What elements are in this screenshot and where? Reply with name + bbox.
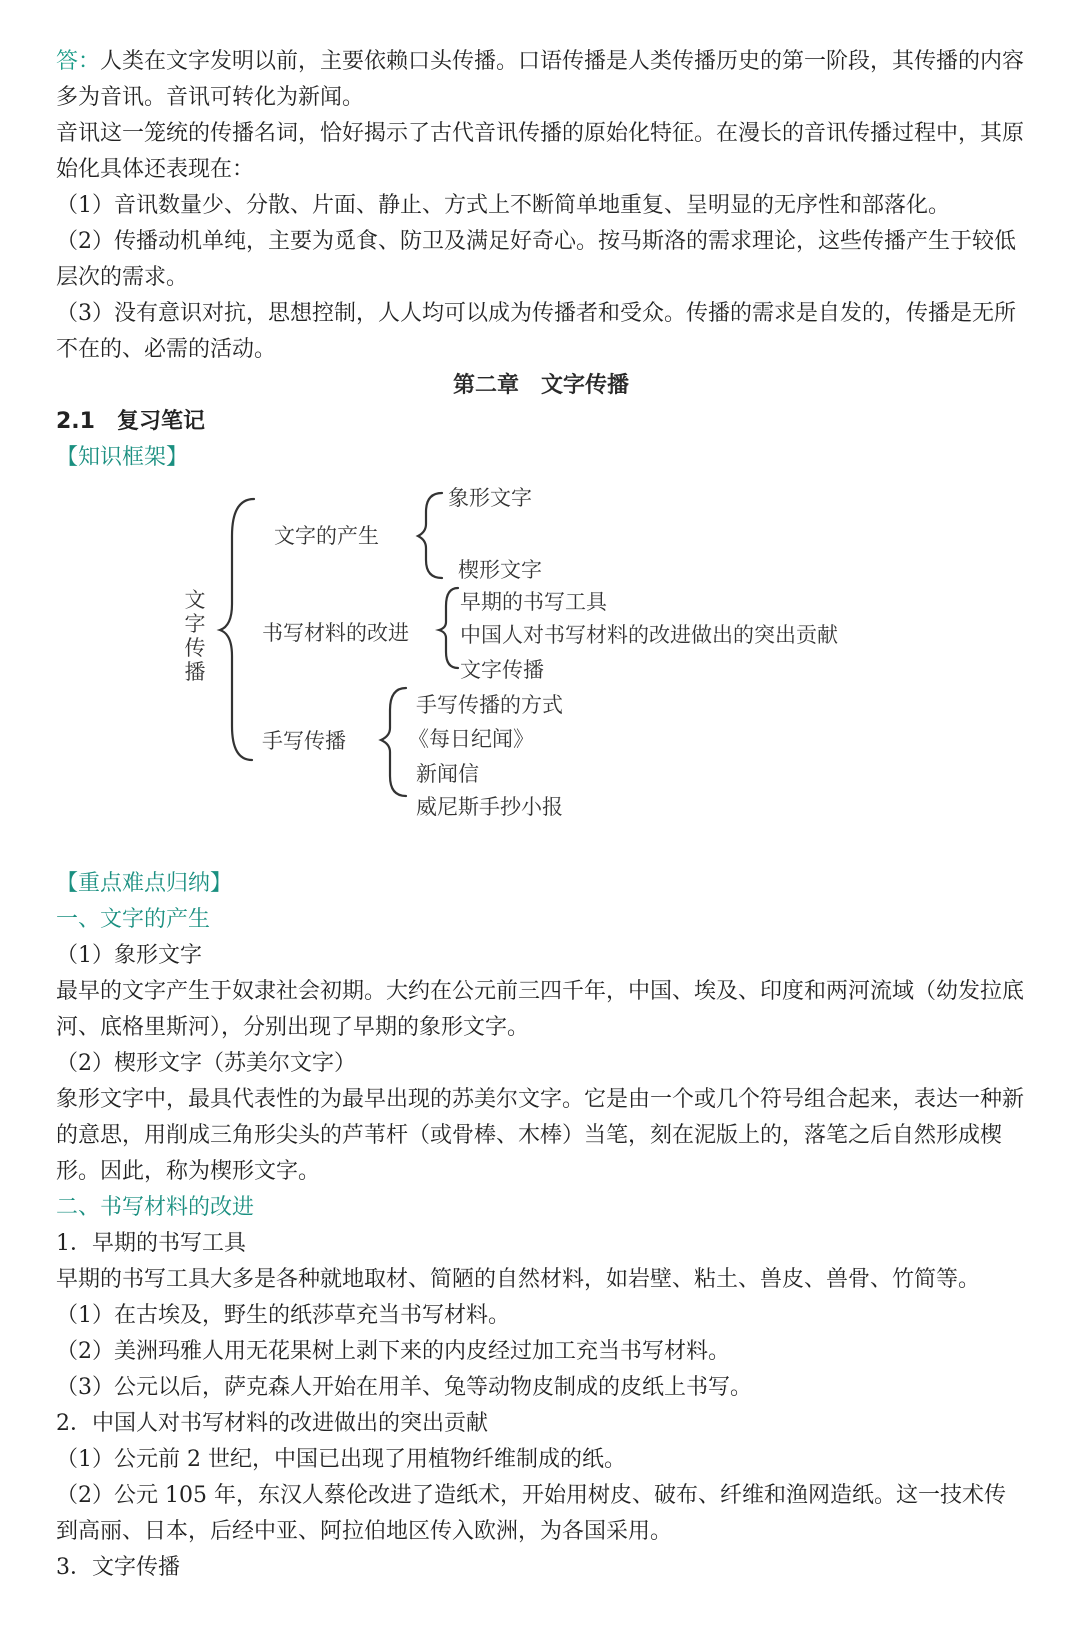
root-char: 字 — [184, 612, 206, 636]
branch3-item: 威尼斯手抄小报 — [416, 795, 563, 819]
body-paragraph: 早期的书写工具大多是各种就地取材、简陋的自然材料，如岩壁、粘土、兽皮、兽骨、竹简等。 — [56, 1267, 981, 1292]
framework-label: 【知识框架】 — [56, 445, 189, 470]
branch3-label: 手写传播 — [262, 729, 346, 753]
branch3-item: 《每日纪闻》 — [408, 727, 534, 751]
section-title: 2.1 复习笔记 — [56, 409, 205, 434]
body-paragraph: 最早的文字产生于奴隶社会初期。大约在公元前三四千年，中国、埃及、印度和两河流域（幼发拉底河、底格里斯河），分别出现了早期的象形文字。 — [56, 979, 1025, 1040]
diagram-root — [183, 588, 207, 684]
list-item: （2）美洲玛雅人用无花果树上剥下来的内皮经过加工充当书写材料。 — [56, 1339, 730, 1364]
subheading: （1）象形文字 — [56, 943, 202, 968]
branch1-brace — [418, 493, 442, 578]
keypoints-label: 【重点难点归纳】 — [56, 871, 233, 896]
document-page — [56, 44, 1026, 1586]
branch1-item: 象形文字 — [448, 486, 532, 510]
branch2-item: 早期的书写工具 — [460, 590, 607, 614]
section-heading: 二、书写材料的改进 — [56, 1195, 255, 1220]
subheading: 3．文字传播 — [56, 1555, 180, 1580]
subheading: 2．中国人对书写材料的改进做出的突出贡献 — [56, 1411, 488, 1436]
root-brace — [220, 499, 254, 760]
intro-paragraph: 音讯这一笼统的传播名词，恰好揭示了古代音讯传播的原始化特征。在漫长的音讯传播过程中，其原始化具体还表现在： — [56, 121, 1025, 182]
answer-text: 人类在文字发明以前，主要依赖口头传播。口语传播是人类传播历史的第一阶段，其传播的内容多为音讯。音讯可转化为新闻。 — [56, 49, 1025, 110]
branch3-item: 手写传播的方式 — [416, 693, 563, 717]
subheading: （2）楔形文字（苏美尔文字） — [56, 1051, 356, 1076]
branch1-label: 文字的产生 — [274, 524, 379, 548]
intro-point-3: （3）没有意识对抗，思想控制，人人均可以成为传播者和受众。传播的需求是自发的，传播是无所不在的、必需的活动。 — [56, 301, 1017, 362]
body-paragraph: 象形文字中，最具代表性的为最早出现的苏美尔文字。它是由一个或几个符号组合起来，表达一种新的意思，用削成三角形尖头的芦苇杆（或骨棒、木棒）当笔，刻在泥版上的，落笔之后自然形成楔形。因此，称为楔形文字。 — [56, 1087, 1025, 1184]
branch1-item: 楔形文字 — [458, 558, 542, 582]
intro-point-2: （2）传播动机单纯，主要为觅食、防卫及满足好奇心。按马斯洛的需求理论，这些传播产生于较低层次的需求。 — [56, 229, 1017, 290]
list-item: （3）公元以后，萨克森人开始在用羊、兔等动物皮制成的皮纸上书写。 — [56, 1375, 752, 1400]
chapter-title: 第二章 文字传播 — [452, 373, 629, 398]
branch3-brace — [381, 688, 406, 796]
answer-label: 答： — [56, 49, 101, 74]
intro-point-1: （1）音讯数量少、分散、片面、静止、方式上不断简单地重复、呈明显的无序性和部落化。 — [56, 193, 951, 218]
branch2-label: 书写材料的改进 — [262, 621, 409, 645]
section-heading: 一、文字的产生 — [56, 907, 211, 932]
branch2-brace — [439, 588, 458, 668]
root-char: 播 — [184, 660, 206, 684]
knowledge-framework-diagram — [56, 476, 1026, 866]
list-item: （2）公元 105 年，东汉人蔡伦改进了造纸术，开始用树皮、破布、纤维和渔网造纸。这一技术传到高丽、日本，后经中亚、阿拉伯地区传入欧洲，为各国采用。 — [56, 1483, 1006, 1544]
subheading: 1．早期的书写工具 — [56, 1231, 246, 1256]
root-char: 文 — [184, 588, 206, 612]
list-item: （1）公元前 2 世纪，中国已出现了用植物纤维制成的纸。 — [56, 1447, 626, 1472]
branch2-item: 中国人对书写材料的改进做出的突出贡献 — [460, 623, 838, 647]
branch3-item: 新闻信 — [416, 762, 479, 786]
root-char: 传 — [184, 636, 206, 660]
branch2-item: 文字传播 — [460, 658, 544, 682]
list-item: （1）在古埃及，野生的纸莎草充当书写材料。 — [56, 1303, 510, 1328]
answer-paragraph — [56, 44, 1026, 116]
